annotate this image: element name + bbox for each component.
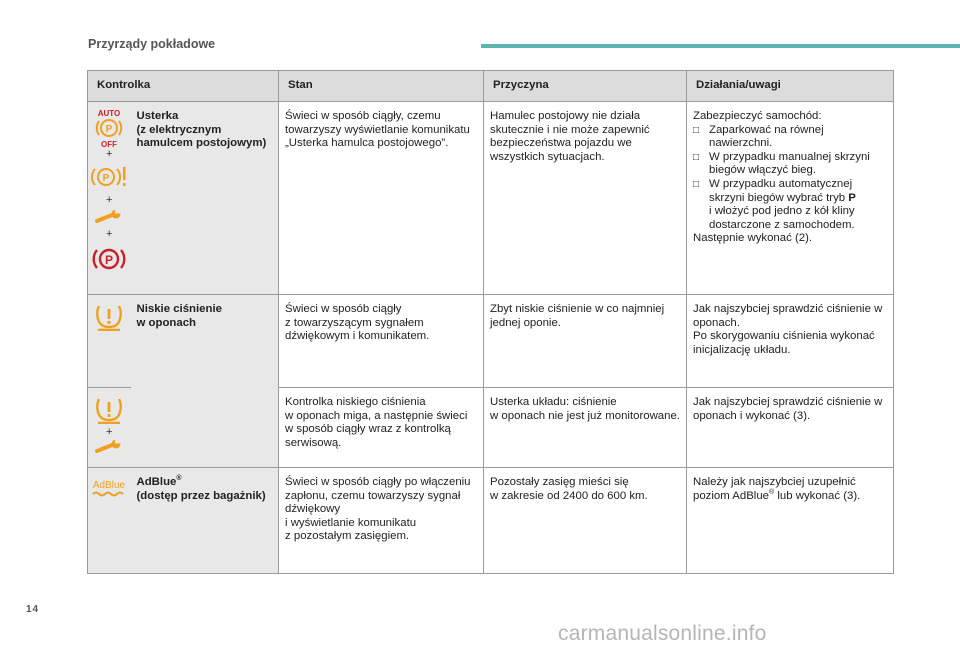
tyre-pressure-icon [94,396,124,424]
icon-cell [88,102,131,295]
actions-outro: Następnie wykonać (2). [693,232,813,245]
tyre-pressure-icon [94,303,124,331]
page-number: 14 [26,604,40,615]
actions-text: Jak najszybciej sprawdzić ciśnienie w oponach. Po skorygowaniu ciśnienia wykonać inicjalizację układu. [687,295,894,388]
action-bullet [693,178,887,232]
plus-sign: + [106,426,113,438]
header-accent-bar [481,44,960,48]
plus-sign: + [106,228,113,240]
gear-mode-p: P [848,191,856,204]
cause-text: Hamulec postojowy nie działa skutecznie i nie może zapewnić bezpieczeństwa pojazdu we wszystkich sytuacjach. [484,102,687,295]
actions-text [687,468,894,574]
actions-text [687,102,894,295]
plus-sign: + [106,148,113,160]
icon-cell [88,295,131,388]
state-text: Świeci w sposób ciągły po włączeniu zapłonu, czemu towarzyszy sygnał dźwiękowy i wyświetlanie komunikatu z pozostałym zasięgiem. [279,468,484,574]
actions-text-a: Należy jak najszybciej uzupełnić poziom AdBlue [693,476,856,502]
svg-text:P: P [105,253,114,267]
service-wrench-icon [94,440,124,456]
adblue-icon [89,478,129,500]
table-header-row [88,71,894,102]
action-bullet: □ W przypadku manualnej skrzyni biegów włączyć bieg. [693,151,887,178]
column-header-kontrolka: Kontrolka [88,71,279,102]
parking-brake-icon [91,244,127,274]
icon-cell [88,388,131,468]
actions-text-b: lub wykonać (3). [774,489,861,502]
warning-name: Niskie ciśnienie w oponach [131,295,279,468]
table-row [88,102,894,295]
action-bullet: □ Zaparkować na równej nawierzchni. [693,124,887,151]
auto-off-parking-brake-icon [93,108,125,148]
page-header-title: Przyrządy pokładowe [88,37,216,51]
warning-name [131,468,279,574]
warning-lights-table [87,70,894,574]
table-row [88,468,894,574]
svg-text:P: P [105,124,113,135]
registered-mark: ® [176,475,182,483]
state-text: Kontrolka niskiego ciśnienia w oponach miga, a następnie świeci w sposób ciągły wraz z kontrolką serwisową. [279,388,484,468]
state-text: Świeci w sposób ciągły z towarzyszącym sygnałem dźwiękowym i komunikatem. [279,295,484,388]
column-header-przyczyna: Przyczyna [484,71,687,102]
cause-text: Usterka układu: ciśnienie w oponach nie jest już monitorowane. [484,388,687,468]
cause-text: Pozostały zasięg mieści się w zakresie od 2400 do 600 km. [484,468,687,574]
state-text: Świeci w sposób ciągły, czemu towarzyszy wyświetlanie komunikatu „Usterka hamulca postojowego”. [279,102,484,295]
column-header-stan: Stan [279,71,484,102]
registered-mark: ® [769,488,775,496]
svg-text:AUTO: AUTO [97,109,121,118]
svg-text:AdBlue: AdBlue [93,480,126,491]
watermark: carmanualsonline.info [558,622,767,645]
action-bullet-text: W przypadku automatycznej skrzyni biegów wybrać tryb [709,177,853,204]
warning-name: Usterka (z elektrycznym hamulcem postojowym) [131,102,279,295]
plus-sign: + [106,194,113,206]
service-wrench-icon [94,210,124,226]
column-header-dzialania: Działania/uwagi [687,71,894,102]
actions-text: Jak najszybciej sprawdzić ciśnienie w oponach i wykonać (3). [687,388,894,468]
icon-cell [88,468,131,574]
parking-brake-fault-icon [89,164,129,190]
warning-name-detail: (dostęp przez bagażnik) [136,489,266,502]
warning-name-main: AdBlue [136,476,177,488]
svg-text:P: P [102,173,110,184]
actions-intro: Zabezpieczyć samochód: [693,110,822,122]
cause-text: Zbyt niskie ciśnienie w co najmniej jednej oponie. [484,295,687,388]
svg-text:OFF: OFF [101,140,118,148]
action-bullet-text-cont: i włożyć pod jedno z kół kliny dostarczone z samochodem. [709,205,855,231]
table-row [88,295,894,388]
